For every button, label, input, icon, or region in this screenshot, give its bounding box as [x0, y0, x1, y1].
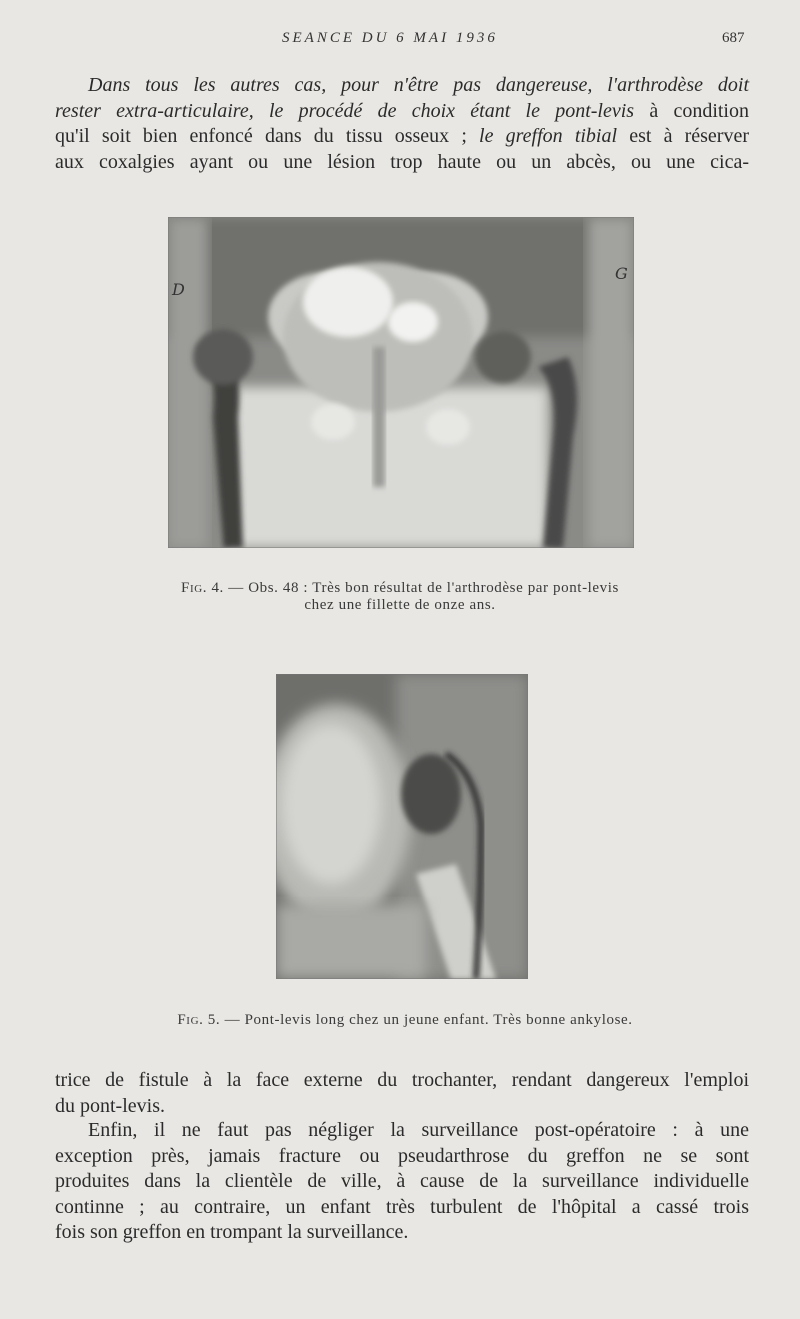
figure-5-xray	[276, 674, 528, 979]
figure-4-xray	[168, 217, 634, 548]
text-line: produites dans la clientèle de ville, à cause de la surveillance individuelle	[55, 1170, 749, 1192]
hip-xray-image	[276, 674, 528, 979]
caption-text: — Pont-levis long chez un jeune enfant. Très bonne ankylose.	[220, 1012, 633, 1028]
text-line: du pont-levis.	[55, 1094, 165, 1117]
caption-fig-label: Fig. 5.	[177, 1012, 221, 1028]
label-right-marker: G	[615, 264, 628, 283]
text-line: exception près, jamais fracture ou pseudarthrose du greffon ne se sont	[55, 1144, 749, 1167]
caption-text: — Obs. 48 : Très bon résultat de l'arthrodèse par pont-levis	[223, 580, 619, 596]
running-head: SEANCE DU 6 MAI 1936	[282, 30, 498, 46]
page-number: 687	[722, 30, 745, 46]
text-line: qu'il soit bien enfoncé dans du tissu osseux ; le greffon tibial est à réserver	[55, 125, 749, 147]
text-line: Dans tous les autres cas, pour n'être pas dangereuse, l'arthrodèse doit	[88, 74, 749, 96]
paragraph-bottom	[55, 1068, 749, 1119]
paragraph-final	[55, 1118, 749, 1246]
figure-5-caption	[60, 1012, 750, 1029]
text-line: continne ; au contraire, un enfant très turbulent de l'hôpital a cassé trois	[55, 1195, 749, 1218]
text-line: aux coxalgies ayant ou une lésion trop haute ou un abcès, ou une cica-	[55, 150, 749, 173]
caption-text-line2: chez une fillette de onze ans.	[304, 597, 496, 613]
paragraph-top	[55, 73, 749, 175]
text-line: Enfin, il ne faut pas négliger la surveillance post-opératoire : à une	[88, 1119, 749, 1141]
caption-fig-label: Fig. 4.	[181, 580, 224, 596]
label-left-marker: D	[172, 280, 185, 299]
text-line: trice de fistule à la face externe du trochanter, rendant dangereux l'emploi	[55, 1069, 749, 1091]
text-line: fois son greffon en trompant la surveillance.	[55, 1221, 409, 1243]
page-header	[0, 30, 800, 54]
text-line: rester extra-articulaire, le procédé de choix étant le pont-levis à condition	[55, 99, 749, 122]
figure-4-caption	[100, 580, 700, 614]
pelvis-xray-image	[168, 217, 634, 548]
